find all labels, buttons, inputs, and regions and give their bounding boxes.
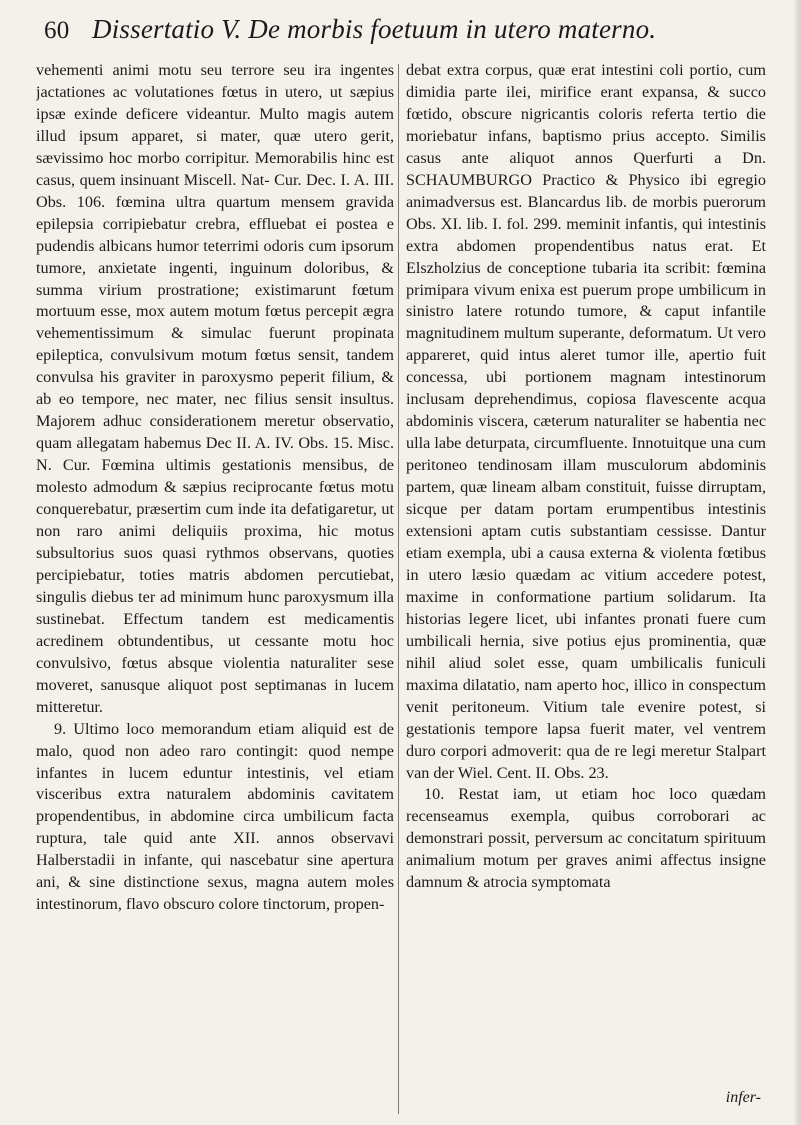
paragraph: vehementi animi motu seu terrore seu ira ingentes jactationes ac volutationes fœtus in utero, ut sæpius ipsæ exinde deficere videantur. Multo magis autem illud ipsum apparet, si mater, quæ utero gerit, sævissimo hoc morbo corripitur. Memorabilis hinc est casus, quem insinuant Miscell. Nat- Cur. Dec. I. A. III. Obs. 106. fœmina ultra quartum mensem gravida epilepsia corripiebatur crebra, effluebat ei postea e pudendis albicans humor teterrimi odoris cum ipsorum tumore, anxietate ingenti, inguinum doloribus, & summa virium prostratione; existimarunt fœtum mortuum esse, mox autem motum fœtus percepit ægra vehementissimum & simulac fuerunt propinata epileptica, convulsivum motum fœtus sensit, tandem convulsa his graviter in paroxysmo peperit filium, & ab eo tempore, nec mater, nec filius sensit insultus. Majorem adhuc considerationem meretur observatio, quam allegatam habemus Dec II. A. IV. Obs. 15. Misc. N. Cur. Fœmina ultimis gestationis mensibus, de molesto admodum & sæpius reciprocante fœtus motu conquerebatur, præsertim cum inde ita defatigaretur, ut non raro animi deliquiis proxima, hic motus subsultorius suos quasi rythmos observans, quoties percipiebatur, toties matris abdomen percutiebat, singulis diebus ter ad minimum hunc paroxysmum illa sustinebat. Effectum tandem est medicamentis acredinem obtundentibus, ut cessante motu hoc convulsivo, fœtus absque violentia naturaliter sese moveret, sanusque aliquot post septimanas in lucem mitteretur.	[36, 61, 394, 716]
catchword: infer-	[725, 1089, 761, 1106]
page-number: 60	[44, 17, 70, 44]
running-title: Dissertatio V. De morbis foetuum in utero materno.	[92, 14, 657, 44]
paragraph: 9. Ultimo loco memorandum etiam aliquid est de malo, quod non adeo raro contingit: quod nempe infantes in lucem eduntur intestinis, vel etiam visceribus extra naturalem abdominis cavitatem propendentibus, in abdomine circa umbilicum facta ruptura, tale quid ante XII. annos observavi Halberstadii in infante, qui nascebatur sine apertura ani, & sine distinctione sexus, magna autem moles intestinorum, flavo obscuro colore tinctorum, propen-	[36, 719, 394, 914]
paragraph: 10. Restat iam, ut etiam hoc loco quædam recenseamus exempla, quibus corroborari ac demonstrari possit, perversum ac concitatum spirituum animalium motum per graves animi affectus insigne damnum & atrocia symptomata	[406, 785, 766, 892]
paragraph: debat extra corpus, quæ erat intestini coli portio, cum dimidia parte ilei, mirifice erant expansa, & succo fœtido, obscure nigricantis coloris referta tertio die moriebatur infans, baptismo prius accepto. Similis casus ante aliquot annos Querfurti a Dn. SCHAUMBURGO Practico & Physico ibi egregio animadversus est. Blancardus lib. de morbis puerorum Obs. XI. lib. I. fol. 299. meminit infantis, qui intestinis extra abdomen propendentibus natus erat. Et Elszholzius de conceptione tubaria ita scribit: fœmina primipara vivum enixa est puerum prope umbilicum in sinistro latere rotundo tumore, & caput infantile magnitudinem multum superante, deformatum. Ut vero appareret, quid intus aleret tumor ille, apertio fuit concessa, ubi portionem magnam intestinorum inclusam deprehendimus, copiosa flavescente acqua abdominis viscera, cæterum naturaliter se habentia nec ulla labe deturpata, circumfluente. Innotuitque una cum peritoneo tendinosam illam musculorum abdominis partem, quæ lineam albam constituit, fuisse dirruptam, sicque per datam portam erumpentibus intestinis extensioni aptam cutis substantiam cessisse. Dantur etiam exempla, ubi a causa externa & violenta fœtibus in utero læsio quædam ac vitium accedere potest, maxime in conformatione partium solidarum. Ita historias legere licet, ubi infantes pronati fuere cum umbilicali hernia, sive potius ejus prominentia, quæ nihil aliud solet esse, quam umbilicalis funiculi maxima dilatatio, nam aperto hoc, illico in conspectum venit peritoneum. Vitium tale evenire potest, si gestationis tempore lapsa fuerit mater, vel ventrem duro corpori admoverit: qua de re legi meretur Stalpart van der Wiel. Cent. II. Obs. 23.	[406, 61, 766, 782]
right-column	[406, 60, 766, 1120]
page-edge-shadow	[793, 0, 801, 1125]
page-header	[44, 14, 764, 54]
left-column	[36, 60, 394, 1120]
column-divider	[398, 64, 399, 1114]
